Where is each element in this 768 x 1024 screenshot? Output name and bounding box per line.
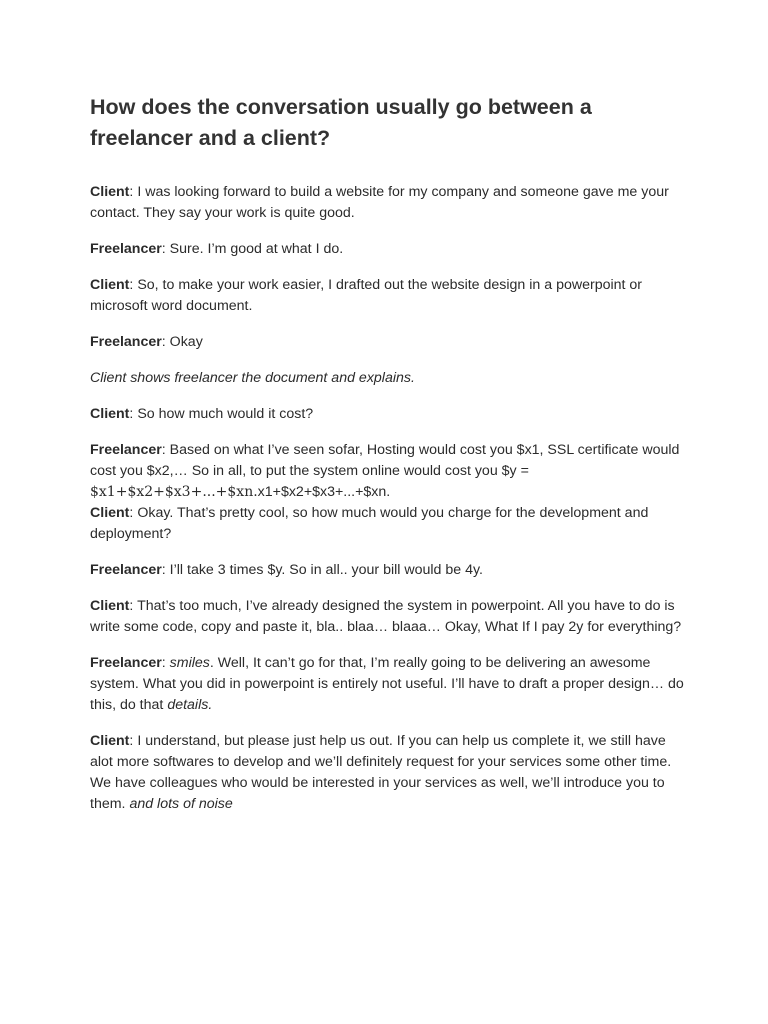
stage-direction: details. bbox=[167, 697, 213, 713]
speaker-name: Client bbox=[90, 505, 130, 521]
dialogue-text: . Well, It can’t go for that, I’m really going to be delivering an awesome system. What you did in powerpoint is entirely not useful. I’ll have to draft a proper design… do this, do that bbox=[90, 655, 684, 713]
dialogue-line: Client: Okay. That’s pretty cool, so how much would you charge for the development and deployment? bbox=[90, 505, 649, 542]
cost-formula-plain: x1+$x2+$x3+...+$xn. bbox=[257, 484, 391, 500]
dialogue-text: Sure. I’m good at what I do. bbox=[169, 241, 344, 257]
speaker-name: Client bbox=[90, 733, 130, 749]
speaker-name: Freelancer bbox=[90, 655, 162, 671]
speaker-name: Client bbox=[90, 184, 130, 200]
dialogue-line: Freelancer: I’ll take 3 times $y. So in all.. your bill would be 4y. bbox=[90, 562, 483, 578]
dialogue-line: Client: I was looking forward to build a website for my company and someone gave me your contact. They say your work is quite good. bbox=[90, 184, 669, 221]
dialogue-text: I’ll take 3 times $y. So in all.. your bill would be 4y. bbox=[169, 562, 483, 578]
dialogue-line: Freelancer: Sure. I’m good at what I do. bbox=[90, 241, 344, 257]
dialogue-text: That’s too much, I’ve already designed the system in powerpoint. All you have to do is write some code, copy and paste it, bla.. blaa… blaaa… Okay, What If I pay 2y for everything? bbox=[90, 598, 682, 635]
speaker-name: Freelancer bbox=[90, 562, 162, 578]
dialogue-text: I understand, but please just help us out. If you can help us complete it, we still have alot more softwares to develop and we’ll definitely request for your services some other time. We have colleagues who would be interested in your services as well, we’ll introduce you to them. bbox=[90, 733, 672, 812]
dialogue-text: Okay. That’s pretty cool, so how much would you charge for the development and deployment? bbox=[90, 505, 649, 542]
speaker-name: Client bbox=[90, 406, 130, 422]
dialogue-text: I was looking forward to build a website for my company and someone gave me your contact. They say your work is quite good. bbox=[90, 184, 669, 221]
dialogue-text: Okay bbox=[169, 334, 203, 350]
speaker-name: Freelancer bbox=[90, 334, 162, 350]
document-page bbox=[90, 92, 690, 830]
dialogue-line: Freelancer: Based on what I’ve seen sofar, Hosting would cost you $x1, SSL certificate would cost you $x2,… So in all, to put the system online would cost you $y = $x1+$x2+$x3+...+$xn.x1+$x2+$x3+...+$xn. bbox=[90, 442, 680, 500]
dialogue-line: Client: That’s too much, I’ve already designed the system in powerpoint. All you have to do is write some code, copy and paste it, bla.. blaa… blaaa… Okay, What If I pay 2y for everything? bbox=[90, 598, 682, 635]
speaker-name: Freelancer bbox=[90, 241, 162, 257]
stage-direction: smiles bbox=[169, 655, 210, 671]
page-title: How does the conversation usually go between a freelancer and a client? bbox=[90, 95, 592, 150]
stage-direction: and lots of noise bbox=[129, 796, 233, 812]
dialogue-line: Client: So, to make your work easier, I drafted out the website design in a powerpoint or microsoft word document. bbox=[90, 277, 643, 314]
dialogue-line: Freelancer: Okay bbox=[90, 334, 203, 350]
speaker-name: Client bbox=[90, 277, 130, 293]
dialogue-line: Client: So how much would it cost? bbox=[90, 406, 314, 422]
speaker-name: Freelancer bbox=[90, 442, 162, 458]
dialogue-text: So how much would it cost? bbox=[137, 406, 314, 422]
narration-line: Client shows freelancer the document and explains. bbox=[90, 370, 415, 386]
dialogue-text: Based on what I’ve seen sofar, Hosting would cost you $x1, SSL certificate would cost you $x2,… So in all, to put the system online would cost you $y = bbox=[90, 442, 680, 479]
dialogue-line: Client: I understand, but please just help us out. If you can help us complete it, we still have alot more softwares to develop and we’ll definitely request for your services some other time. We have colleagues who would be interested in your services as well, we’ll introduce you to them. and lots of noise bbox=[90, 733, 672, 812]
dialogue-text: So, to make your work easier, I drafted out the website design in a powerpoint or microsoft word document. bbox=[90, 277, 643, 314]
cost-formula: $x1+$x2+$x3+...+$xn. bbox=[90, 484, 258, 500]
dialogue-line: Freelancer: smiles. Well, It can’t go for that, I’m really going to be delivering an awesome system. What you did in powerpoint is entirely not useful. I’ll have to draft a proper design… do this, do that details. bbox=[90, 655, 684, 713]
speaker-name: Client bbox=[90, 598, 130, 614]
